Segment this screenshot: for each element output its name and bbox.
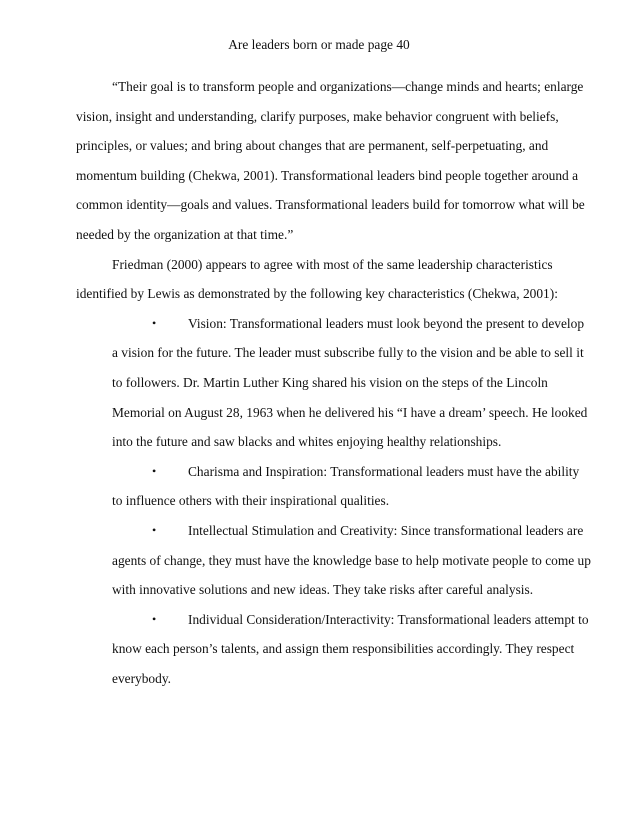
- bullet-first-line: [112, 309, 585, 339]
- text-line: common identity—goals and values. Transformational leaders build for tomorrow what will be: [76, 197, 585, 213]
- bullet-item-charisma: [112, 457, 580, 516]
- text-line: know each person’s talents, and assign them responsibilities accordingly. They respect: [112, 641, 575, 657]
- running-header: Are leaders born or made page 40: [228, 37, 410, 52]
- text-line: momentum building (Chekwa, 2001). Transformational leaders bind people together around a: [76, 167, 579, 183]
- bullet-icon: •: [152, 522, 157, 537]
- bullet-first-line: [112, 457, 580, 487]
- paragraph-quote: [76, 72, 585, 250]
- text-line: a vision for the future. The leader must subscribe fully to the vision and be able to sell it: [112, 345, 584, 361]
- text-line: Charisma and Inspiration: Transformational leaders must have the ability: [188, 463, 580, 479]
- bullet-icon: •: [152, 315, 157, 330]
- text-line: Memorial on August 28, 1963 when he delivered his “I have a dream’ speech. He looked: [112, 404, 588, 420]
- bullet-list: [76, 309, 591, 694]
- text-line: “Their goal is to transform people and organizations—change minds and hearts; enlarge: [112, 79, 584, 94]
- bullet-item-individual: [112, 605, 589, 694]
- bullet-item-vision: [112, 309, 588, 457]
- text-line: vision, insight and understanding, clarify purposes, make behavior congruent with beliefs,: [76, 108, 559, 124]
- text-line: to followers. Dr. Martin Luther King shared his vision on the steps of the Lincoln: [112, 374, 548, 390]
- bullet-item-intellectual: [112, 516, 591, 605]
- text-line: with innovative solutions and new ideas. They take risks after careful analysis.: [112, 582, 534, 598]
- text-line: Individual Consideration/Interactivity: Transformational leaders attempt to: [188, 611, 589, 627]
- bullet-first-line: [112, 605, 589, 635]
- bullet-icon: •: [152, 611, 157, 626]
- text-line: Intellectual Stimulation and Creativity: Since transformational leaders are: [188, 522, 584, 538]
- text-line: identified by Lewis as demonstrated by the following key characteristics (Chekwa, 2001):: [76, 286, 558, 302]
- document-body: [76, 72, 591, 693]
- text-line: Friedman (2000) appears to agree with most of the same leadership characteristics: [112, 256, 553, 272]
- text-line: to influence others with their inspirational qualities.: [112, 493, 390, 509]
- text-line: agents of change, they must have the knowledge base to help motivate people to come up: [112, 552, 591, 568]
- text-line: principles, or values; and bring about changes that are permanent, self-perpetuating, and: [76, 138, 549, 154]
- text-line: everybody.: [112, 670, 171, 686]
- bullet-first-line: [112, 516, 584, 546]
- bullet-icon: •: [152, 463, 157, 478]
- text-line: needed by the organization at that time.”: [76, 226, 294, 242]
- text-line: Vision: Transformational leaders must look beyond the present to develop: [188, 315, 585, 331]
- text-line: into the future and saw blacks and whites enjoying healthy relationships.: [112, 434, 502, 450]
- paragraph-friedman: [76, 250, 566, 309]
